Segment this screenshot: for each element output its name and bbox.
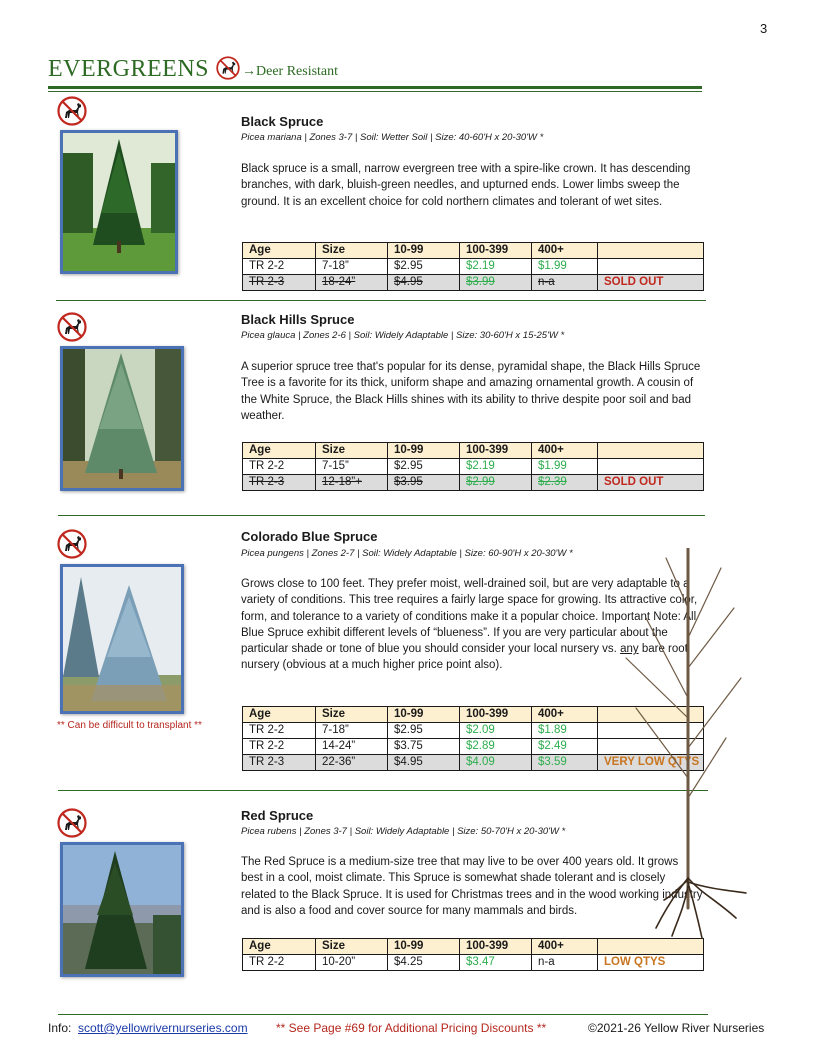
age-cell: TR 2-2 (243, 723, 316, 739)
transplant-note: ** Can be difficult to transplant ** (57, 720, 202, 731)
column-header: Size (316, 443, 388, 459)
column-header: 100-399 (460, 707, 532, 723)
footer-rule (58, 1014, 708, 1015)
price-table-header (243, 939, 704, 955)
column-header: 10-99 (388, 443, 460, 459)
table-row (243, 475, 704, 491)
column-header: 400+ (532, 939, 598, 955)
discount-note: ** See Page #69 for Additional Pricing Discounts ** (276, 1021, 547, 1035)
age-cell: TR 2-2 (243, 459, 316, 475)
size-cell: 7-18” (316, 723, 388, 739)
age-cell: TR 2-3 (243, 475, 316, 491)
price-table (242, 242, 704, 291)
section-divider (56, 300, 706, 301)
no-deer-icon (57, 96, 87, 126)
column-header: Age (243, 243, 316, 259)
column-header (598, 443, 704, 459)
column-header: 400+ (532, 707, 598, 723)
price-cell: $1.99 (532, 259, 598, 275)
size-cell: 12-18”+ (316, 475, 388, 491)
info-label: Info: (48, 1021, 72, 1035)
size-cell: 22-36” (316, 755, 388, 771)
price-cell: $4.95 (388, 275, 460, 291)
age-cell: TR 2-2 (243, 955, 316, 971)
no-deer-icon (57, 529, 87, 559)
price-cell: $3.95 (388, 475, 460, 491)
page-number: 3 (760, 21, 768, 36)
price-cell: $3.99 (460, 275, 532, 291)
size-cell: 10-20” (316, 955, 388, 971)
tree-name: Black Spruce (241, 114, 324, 129)
page-header (48, 56, 702, 90)
price-cell: $2.95 (388, 459, 460, 475)
price-cell: $4.25 (388, 955, 460, 971)
price-table-header (243, 443, 704, 459)
price-cell: $3.75 (388, 739, 460, 755)
age-cell: TR 2-2 (243, 739, 316, 755)
tree-photo (60, 842, 184, 977)
tree-photo (60, 564, 184, 714)
size-cell: 7-18” (316, 259, 388, 275)
column-header (598, 939, 704, 955)
column-header: Size (316, 939, 388, 955)
column-header: Size (316, 243, 388, 259)
black-spruce-image (63, 133, 175, 271)
price-cell: $2.19 (460, 459, 532, 475)
tree-description: A superior spruce tree that's popular for its dense, pyramidal shape, the Black Hills Spruce Tree is a favorite for its thick, uniform shape and amazing ornamental growth. A cousin of the White Spruce, the Black Hills shines with its ability to thrive despite poor soil and bad weather. (241, 361, 701, 422)
price-cell: $4.95 (388, 755, 460, 771)
tree-name: Red Spruce (241, 808, 314, 823)
age-cell: TR 2-3 (243, 755, 316, 771)
column-header: 10-99 (388, 939, 460, 955)
status-badge: SOLD OUT (598, 275, 704, 291)
status-cell (598, 459, 704, 475)
column-header: 100-399 (460, 443, 532, 459)
tree-photo (60, 130, 178, 274)
red-spruce-image (63, 845, 181, 974)
price-cell: $2.49 (532, 739, 598, 755)
price-cell: $3.59 (532, 755, 598, 771)
column-header: 100-399 (460, 939, 532, 955)
tree-name: Colorado Blue Spruce (241, 529, 378, 544)
email-link[interactable]: scott@yellowrivernurseries.com (78, 1021, 248, 1035)
column-header: 10-99 (388, 243, 460, 259)
column-header: Age (243, 939, 316, 955)
table-row (243, 259, 704, 275)
column-header: 10-99 (388, 707, 460, 723)
price-cell: $2.95 (388, 259, 460, 275)
table-row (243, 955, 704, 971)
column-header: Age (243, 443, 316, 459)
size-cell: 18-24” (316, 275, 388, 291)
no-deer-icon (57, 808, 87, 838)
price-cell: $1.99 (532, 459, 598, 475)
age-cell: TR 2-3 (243, 275, 316, 291)
description-text: Grows close to 100 feet. They prefer moist, well-drained soil, but are very adaptable to a variety of conditions. This tree requires a fairly large space for growing. Its attractive color, form, and tolerance to a variety of conditions make it a popular choice. Important Note: All Blue Spruce exhibit different levels of “blueness”. If you are very particular about the particular shade or tone of blue you should consider your local nursery vs. (241, 578, 698, 656)
black-hills-spruce-image (63, 349, 181, 488)
status-badge: SOLD OUT (598, 475, 704, 491)
copyright: ©2021-26 Yellow River Nurseries (588, 1021, 765, 1035)
price-cell: $4.09 (460, 755, 532, 771)
age-cell: TR 2-2 (243, 259, 316, 275)
price-cell: $1.89 (532, 723, 598, 739)
status-badge: LOW QTYS (598, 955, 704, 971)
price-cell: $2.95 (388, 723, 460, 739)
tree-description: Black spruce is a small, narrow evergreen tree with a spire-like crown. It has descending branches, with dark, bluish-green needles, and upturned ends. Lower limbs sweep the ground. It is an excellent choice for cold northern climates and tolerant of wet sites. (241, 163, 691, 208)
column-header (598, 243, 704, 259)
column-header: 400+ (532, 243, 598, 259)
no-deer-icon (57, 312, 87, 342)
price-cell: $2.99 (460, 475, 532, 491)
price-table (242, 442, 704, 491)
price-cell: $2.89 (460, 739, 532, 755)
tree-meta: Picea mariana | Zones 3-7 | Soil: Wetter Soil | Size: 40-60'H x 20-30'W * (241, 132, 544, 143)
tree-meta: Picea glauca | Zones 2-6 | Soil: Widely Adaptable | Size: 30-60'H x 15-25'W * (241, 330, 565, 341)
colorado-blue-spruce-image (63, 567, 181, 711)
price-cell: $2.19 (460, 259, 532, 275)
deer-resistant-label: →Deer Resistant (242, 64, 339, 79)
bare-root-seedling-illustration (606, 548, 756, 940)
status-cell (598, 259, 704, 275)
size-cell: 7-15” (316, 459, 388, 475)
description-emphasis: any (620, 643, 639, 656)
size-cell: 14-24” (316, 739, 388, 755)
no-deer-icon (216, 56, 240, 80)
footer-info (48, 1021, 248, 1035)
description-text: bare root nursery (obvious at a much higher price point also). (241, 643, 688, 672)
tree-meta: Picea rubens | Zones 3-7 | Soil: Widely Adaptable | Size: 50-70'H x 20-30'W * (241, 826, 566, 837)
header-rule (48, 86, 702, 89)
price-cell: $2.39 (532, 475, 598, 491)
section-title: EVERGREENS (48, 56, 209, 82)
header-rule-thin (48, 91, 702, 92)
tree-name: Black Hills Spruce (241, 312, 355, 327)
column-header: 100-399 (460, 243, 532, 259)
price-table-header (243, 243, 704, 259)
price-cell: $3.47 (460, 955, 532, 971)
column-header: Age (243, 707, 316, 723)
column-header: Size (316, 707, 388, 723)
price-cell: n-a (532, 955, 598, 971)
tree-description: The Red Spruce is a medium-size tree that may live to be over 400 years old. It grows best in a cool, moist climate. This Spruce is somewhat shade tolerant and is closely related to the Black Spruce. It is used for Christmas trees and in the wood working industry and is also a food and cover source for many mammals and birds. (241, 856, 703, 917)
column-header: 400+ (532, 443, 598, 459)
tree-meta: Picea pungens | Zones 2-7 | Soil: Widely Adaptable | Size: 60-90'H x 20-30'W * (241, 548, 573, 559)
tree-photo (60, 346, 184, 491)
table-row (243, 275, 704, 291)
price-cell: n-a (532, 275, 598, 291)
section-divider (58, 515, 705, 516)
table-row (243, 459, 704, 475)
price-cell: $2.09 (460, 723, 532, 739)
price-table (242, 938, 704, 971)
status-badge: VERY LOW QTYS (598, 755, 704, 771)
